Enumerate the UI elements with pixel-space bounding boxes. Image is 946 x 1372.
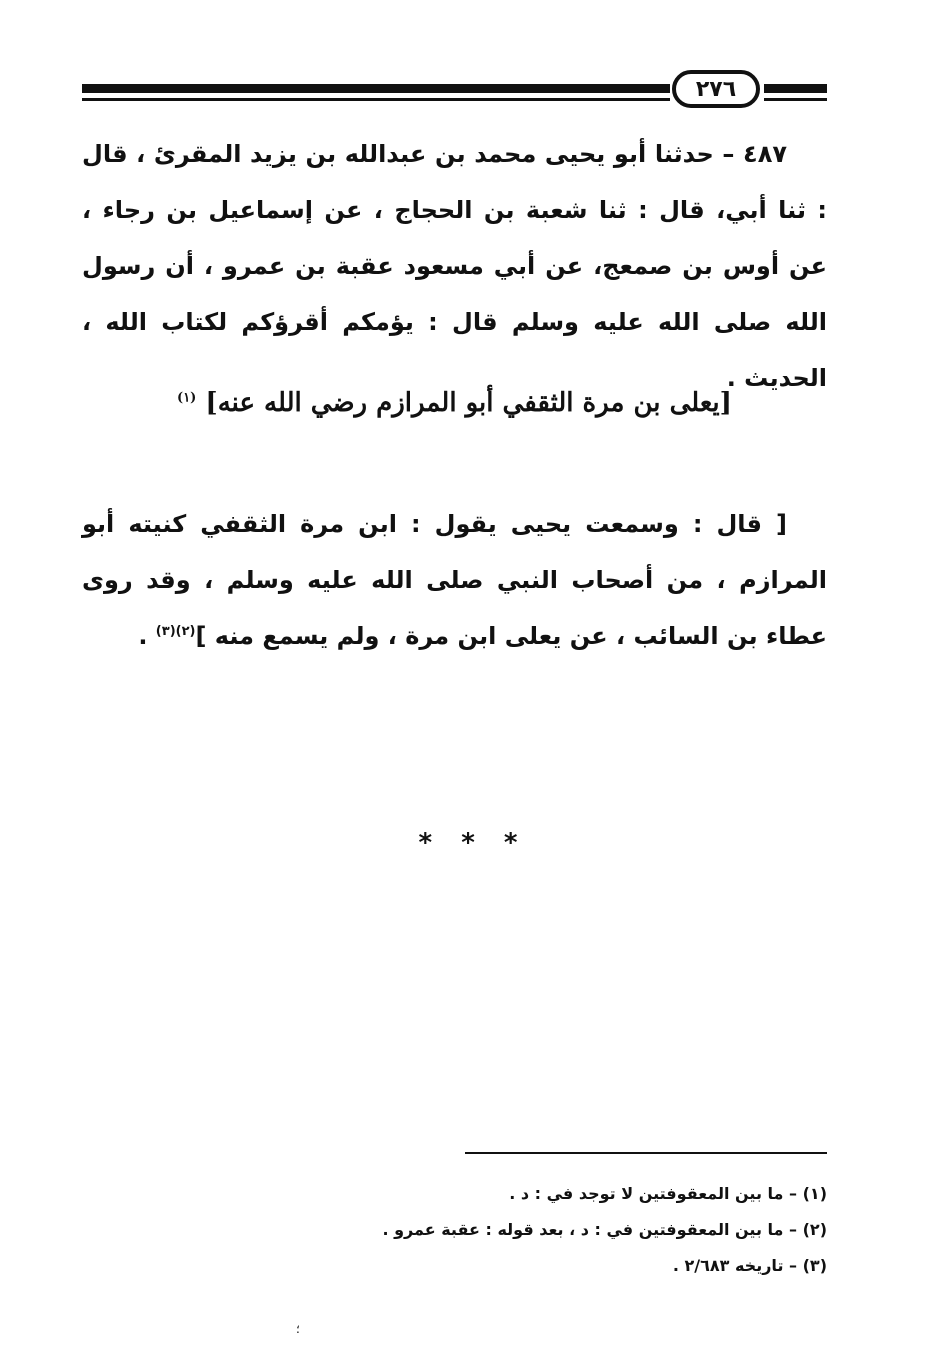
hadith-paragraph [82,126,827,406]
page-number: ٢٧٦ [672,70,760,108]
footnote-mark: (٢) – [789,1220,827,1239]
header-rule-right-thin [764,98,827,101]
quote-text: [ قال : وسمعت يحيى يقول : ابن مرة الثقفي كنيته أبو المرازم ، من أصحاب النبي صلى الله عليه وسلم ، وقد روى عطاء بن السائب ، عن يعلى ابن مرة ، ولم يسمع منه ] [82,510,827,650]
section-title: [يعلى بن مرة الثقفي أبو المرازم رضي الله عنه] [205,388,732,418]
footnote-mark: (٣) – [789,1256,827,1275]
footnote-3 [82,1248,827,1284]
footnote-text: تاريخه ٢/٦٨٣ . [672,1256,784,1275]
footnotes [82,1176,827,1284]
header-rule-right [764,84,827,93]
footnote-ref-1: (١) [177,390,197,406]
bottom-mark: ؛ [296,1322,300,1336]
footnote-text: ما بين المعقوفتين في : د ، بعد قوله : عقبة عمرو . [382,1220,784,1239]
header-rule-left-thin [82,98,670,101]
footnote-2 [82,1212,827,1248]
header-rule-left [82,84,670,93]
section-separator: * * * [418,828,528,858]
quote-paragraph [82,496,827,664]
page-header [82,68,827,112]
section-heading [82,388,827,418]
footnote-rule [465,1152,827,1154]
footnote-text: ما بين المعقوفتين لا توجد في : د . [509,1184,784,1203]
hadith-text: ٤٨٧ – حدثنا أبو يحيى محمد بن عبدالله بن يزيد المقرئ ، قال : ثنا أبي، قال : ثنا شعبة بن الحجاج ، عن إسماعيل بن رجاء ، عن أوس بن صمعج، عن أبي مسعود عقبة بن عمرو ، أن رسول الله صلى الله عليه وسلم قال : يؤمكم أقرؤكم لكتاب الله ، الحديث . [82,140,827,392]
footnote-mark: (١) – [789,1184,827,1203]
footnote-1 [82,1176,827,1212]
quote-end: . [138,622,156,650]
footnote-refs-2-3: (٢)(٣) [155,624,196,639]
